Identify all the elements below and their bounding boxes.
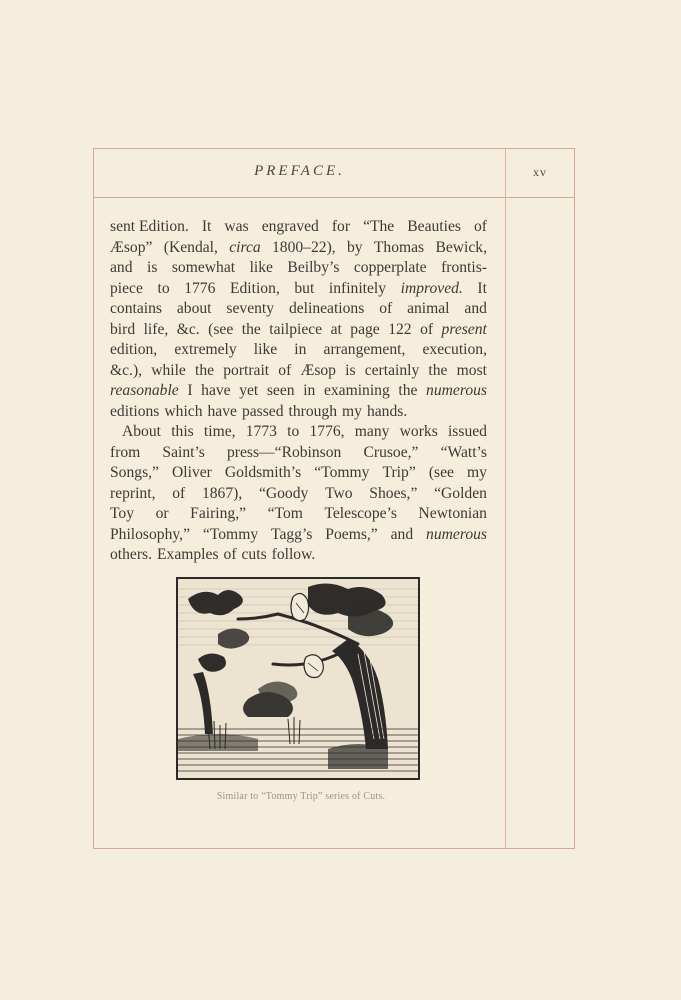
word: It: [477, 279, 487, 297]
word: follow.: [271, 546, 316, 563]
word: Edition,: [229, 279, 280, 297]
text-line: [110, 217, 487, 238]
text-line: [110, 340, 487, 361]
word: Crusoe,”: [363, 443, 419, 461]
frame-top-rule: [93, 148, 575, 149]
word: from: [110, 443, 141, 461]
word: 122: [388, 320, 412, 338]
word: Fairing,”: [190, 505, 247, 522]
word: reprint,: [110, 484, 156, 502]
word: Telescope’s: [324, 505, 397, 522]
word: is: [345, 361, 356, 379]
word: certainly: [364, 361, 420, 379]
text-line: [110, 443, 487, 464]
word: Beilby’s: [287, 259, 340, 276]
text-line: [110, 504, 487, 525]
word: Poems,”: [325, 525, 378, 543]
word: About: [122, 423, 161, 440]
word: Shoes,”: [369, 484, 418, 502]
text-line: [110, 402, 487, 423]
word: “Goody: [258, 484, 309, 502]
frame-left-rule: [93, 148, 94, 849]
text-line: [110, 279, 487, 300]
text-line: [110, 299, 487, 320]
word: issued: [447, 423, 487, 440]
word: “Tommy: [202, 525, 259, 543]
word: page: [350, 320, 380, 338]
frame-right-rule: [574, 148, 575, 849]
word: 1776,: [309, 423, 345, 440]
text-line: [110, 525, 487, 546]
word: &c.: [176, 320, 200, 338]
word: others.: [110, 546, 153, 563]
word: have: [201, 382, 231, 399]
word: editions: [110, 402, 160, 420]
word: my: [342, 402, 362, 420]
body-text: [110, 217, 487, 566]
word: extremely: [174, 341, 237, 358]
text-line: [110, 545, 487, 566]
word: of: [172, 484, 186, 502]
word: Philosophy,”: [110, 525, 190, 543]
text-line: [110, 484, 487, 505]
word: and: [390, 525, 414, 543]
word: 1867),: [201, 484, 243, 502]
word: life,: [143, 320, 169, 338]
word: “Golden: [434, 484, 487, 502]
word: yet: [239, 382, 259, 399]
word: 1800–22),: [271, 238, 336, 256]
header-rule: [93, 197, 575, 198]
word: tailpiece: [269, 320, 323, 338]
word: numerous: [426, 382, 487, 399]
word: piece: [110, 279, 143, 297]
word: (see: [428, 464, 454, 481]
word: the: [398, 382, 418, 399]
word: delineations: [288, 300, 365, 317]
word: “Tom: [267, 505, 303, 522]
word: to: [287, 423, 300, 440]
word: Bewick,: [435, 238, 487, 256]
word: of: [473, 218, 487, 235]
word: Saint’s: [162, 443, 205, 461]
word: Goldsmith’s: [224, 464, 302, 481]
word: like: [253, 341, 278, 358]
word: edition,: [110, 341, 158, 358]
word: numerous: [426, 525, 487, 543]
word: 1776: [184, 279, 216, 297]
word: or: [155, 505, 169, 522]
word: my: [466, 464, 487, 481]
word: I: [187, 382, 193, 399]
text-line: [110, 422, 487, 443]
word: improved.: [400, 279, 463, 297]
word: press—“Robinson: [227, 443, 342, 461]
text-line: [110, 320, 487, 341]
word: animal: [407, 300, 450, 317]
word: (Kendal,: [163, 238, 218, 256]
word: works: [399, 423, 438, 440]
word: cuts: [241, 546, 267, 563]
word: Oliver: [172, 464, 212, 481]
word: of: [379, 300, 393, 317]
word: most: [456, 361, 487, 379]
word: of: [278, 361, 292, 379]
word: somewhat: [171, 259, 236, 276]
word: is: [146, 259, 158, 276]
word: and: [110, 259, 133, 276]
word: present: [441, 320, 487, 338]
word: circa: [229, 238, 261, 256]
word: but: [294, 279, 315, 297]
word: execution,: [422, 341, 487, 358]
word: seen: [266, 382, 295, 399]
text-line: [110, 238, 487, 259]
word: to: [157, 279, 170, 297]
text-line: [110, 381, 487, 402]
word: hands.: [366, 402, 408, 420]
word: frontis-: [441, 259, 487, 276]
text-line: [110, 258, 487, 279]
word: of: [420, 320, 434, 338]
word: through: [288, 402, 338, 420]
word: and: [464, 300, 487, 317]
word: infinitely: [328, 279, 387, 297]
word: this: [171, 423, 194, 440]
word: Thomas: [373, 238, 425, 256]
word: the: [195, 361, 215, 379]
word: about: [176, 300, 212, 317]
woodcut-birds-in-tree-icon: [178, 579, 418, 778]
word: Toy: [110, 505, 135, 522]
running-title: PREFACE.: [254, 163, 345, 179]
frame-bottom-rule: [93, 848, 575, 849]
figure-caption: Similar to “Tommy Trip” series of Cuts.: [216, 791, 386, 802]
word: “Watt’s: [440, 443, 487, 461]
word: arrangement,: [323, 341, 406, 358]
word: at: [330, 320, 342, 338]
word: by: [346, 238, 363, 256]
word: examining: [323, 382, 390, 399]
word: in: [294, 341, 307, 358]
word: in: [303, 382, 316, 399]
word: the: [241, 320, 261, 338]
word: which: [164, 402, 203, 420]
word: “The: [363, 218, 395, 235]
word: engraved: [261, 218, 319, 235]
margin-column-rule: [505, 148, 506, 849]
word: “Tommy: [314, 464, 370, 481]
word: &c.),: [110, 361, 143, 379]
word: Trip”: [382, 464, 416, 481]
word: Beauties: [407, 218, 461, 235]
word: was: [224, 218, 249, 235]
page-number: xv: [533, 165, 547, 179]
word: of: [223, 546, 237, 563]
word: time,: [203, 423, 236, 440]
word: copperplate: [353, 259, 427, 276]
text-line: [110, 361, 487, 382]
word: 1773: [245, 423, 277, 440]
word: have: [207, 402, 237, 420]
word: reasonable: [110, 382, 179, 399]
word: bird: [110, 320, 136, 338]
word: It: [201, 218, 212, 235]
word: sent Edition.: [110, 218, 189, 235]
text-line: [110, 463, 487, 484]
word: the: [428, 361, 448, 379]
word: Newtonian: [418, 505, 487, 522]
word: Æsop: [300, 361, 336, 379]
woodcut-illustration: [176, 577, 420, 780]
word: while: [151, 361, 186, 379]
word: Examples: [157, 546, 219, 563]
word: Tagg’s: [271, 525, 313, 543]
word: Æsop”: [110, 238, 153, 256]
word: like: [249, 259, 273, 276]
word: for: [331, 218, 351, 235]
word: passed: [241, 402, 284, 420]
word: contains: [110, 300, 162, 317]
word: Songs,”: [110, 464, 159, 481]
word: (see: [208, 320, 234, 338]
word: seventy: [226, 300, 275, 317]
word: portrait: [223, 361, 270, 379]
word: Two: [325, 484, 353, 502]
word: many: [354, 423, 390, 440]
